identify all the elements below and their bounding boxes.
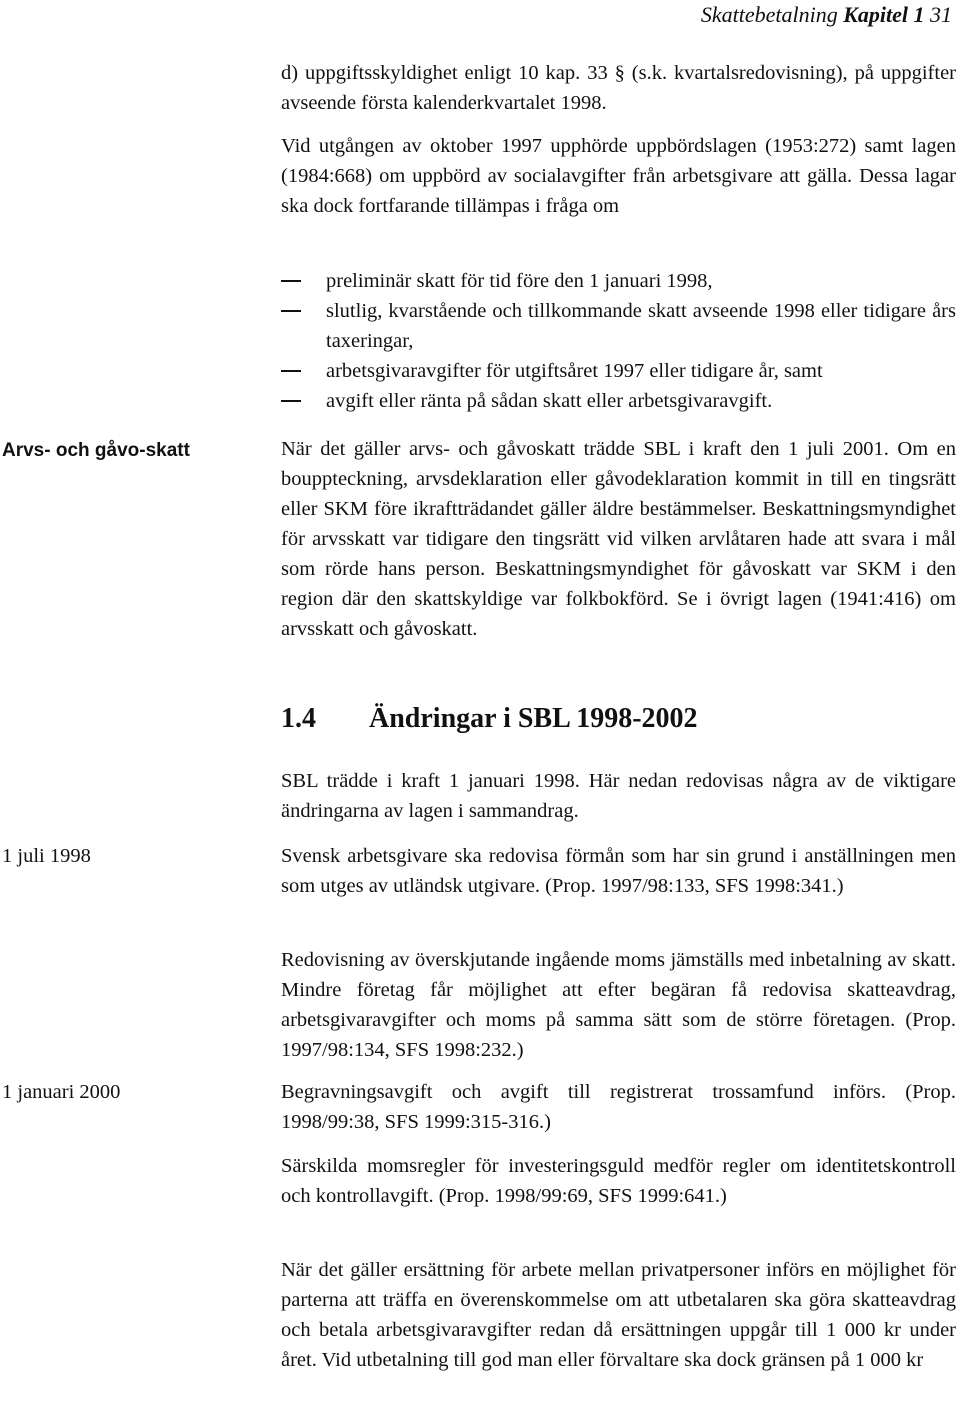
dash-marker xyxy=(281,400,301,402)
paragraph-1998-b: Redovisning av överskjutande ingående moms jämställs med inbetalning av skatt. Mindre företag får möjlighet att efter begäran få redovisa skatteavdrag, arbetsgivaravgifter och moms på samma sätt som de större företagen. (Prop. 1997/98:134, SFS 1998:232.) xyxy=(281,949,956,1061)
list-item: slutlig, kvarstående och tillkommande skatt avseende 1998 eller tidigare års taxeringar, xyxy=(281,296,956,356)
paragraph-arvs: När det gäller arvs- och gåvoskatt trädde SBL i kraft den 1 juli 2001. Om en bouppteckning, arvsdeklaration eller gåvodeklaration kommit in till en tingsrätt eller SKM före ikraftträdandet gäller äldre bestämmelser. Beskattningsmyndighet för arvsskatt var tidigare den tingsrätt vid vilken arvlåtaren hade att svara i mål som rörde hans person. Beskattningsmyndighet för gåvoskatt var SKM i den region där den skattskyldige var folkbokförd. Se i övrigt lagen (1941:416) om arvsskatt och gåvoskatt. xyxy=(281,438,956,640)
running-title: Skattebetalning xyxy=(700,2,838,27)
margin-date-1998: 1 juli 1998 xyxy=(2,845,91,867)
section-title: Ändringar i SBL 1998-2002 xyxy=(369,703,698,734)
paragraph-repealed-laws: Vid utgången av oktober 1997 upphörde uppbördslagen (1953:272) samt lagen (1984:668) om uppbörd av socialavgifter från arbetsgivare att gälla. Dessa lagar ska dock fortfarande tillämpas i fråga om xyxy=(281,135,956,217)
paragraph-2000-b: Särskilda momsregler för investeringsguld medför regler om identitetskontroll och kontrollavgift. (Prop. 1998/99:69, SFS 1999:641.) xyxy=(281,1155,956,1207)
paragraph-intro: SBL trädde i kraft 1 januari 1998. Här nedan redovisas några av de viktigare ändringarna av lagen i sammandrag. xyxy=(281,770,956,822)
page-number: 31 xyxy=(930,2,952,27)
paragraph-2000-a: Begravningsavgift och avgift till registrerat trossamfund införs. (Prop. 1998/99:38, SFS 1999:315-316.) xyxy=(281,1081,956,1133)
dash-marker xyxy=(281,310,301,312)
list-item: arbetsgivaravgifter för utgiftsåret 1997 eller tidigare år, samt xyxy=(281,356,956,386)
paragraph-1998-a: Svensk arbetsgivare ska redovisa förmån som har sin grund i anställningen men som utges av utländsk utgivare. (Prop. 1997/98:133, SFS 1998:341.) xyxy=(281,845,956,897)
dash-marker xyxy=(281,370,301,372)
paragraph-item-d: d) uppgiftsskyldighet enligt 10 kap. 33 § (s.k. kvartalsredovisning), på uppgifter avseende första kalenderkvartalet 1998. xyxy=(281,62,956,114)
paragraph-2000-c: När det gäller ersättning för arbete mellan privatpersoner införs en möjlighet för parterna att träffa en överenskommelse om att utbetalaren ska göra skatteavdrag och betala arbetsgivaravgifter redan då ersättningen uppgår till 1 000 kr under året. Vid utbetalning till god man eller förvaltare ska dock gränsen på 1 000 kr xyxy=(281,1259,956,1371)
running-header xyxy=(701,2,952,28)
margin-date-2000: 1 januari 2000 xyxy=(2,1081,121,1103)
dash-list xyxy=(281,266,956,416)
list-item: preliminär skatt för tid före den 1 januari 1998, xyxy=(281,266,956,296)
section-heading xyxy=(281,703,698,735)
chapter-label: Kapitel 1 xyxy=(843,2,925,27)
dash-marker xyxy=(281,280,301,282)
margin-heading-arvs: Arvs- och gåvo-skatt xyxy=(2,440,190,461)
list-item: avgift eller ränta på sådan skatt eller arbetsgivaravgift. xyxy=(281,386,956,416)
section-number: 1.4 xyxy=(281,703,316,734)
